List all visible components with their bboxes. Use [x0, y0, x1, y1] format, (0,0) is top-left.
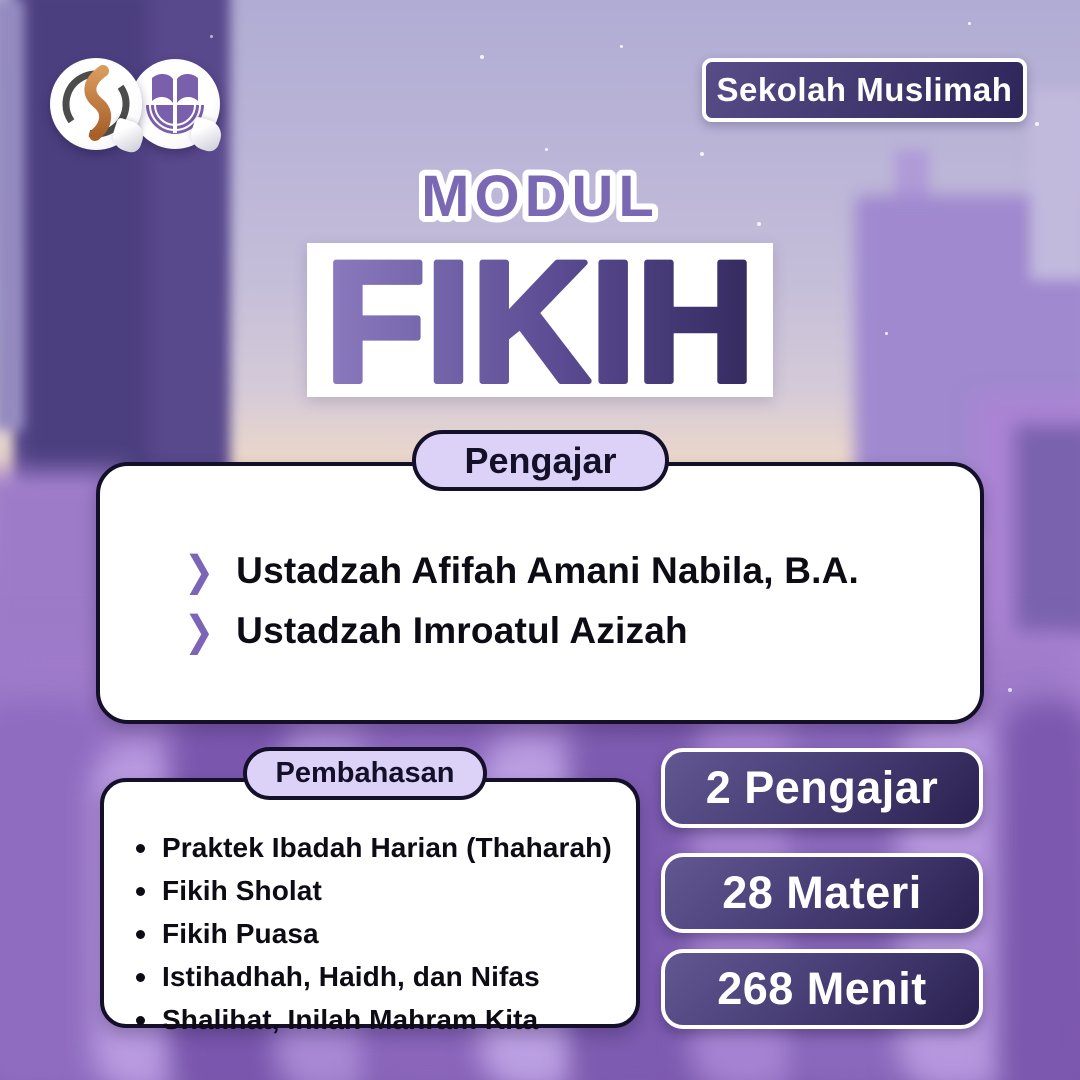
pengajar-item-label: Ustadzah Afifah Amani Nabila, B.A. — [236, 550, 860, 591]
dot-bullet-icon — [136, 973, 145, 982]
module-title-block — [307, 243, 773, 397]
pembahasan-item — [136, 918, 612, 950]
module-title-text: FIKIH — [325, 243, 755, 397]
flame-s-logo-icon — [50, 58, 142, 150]
pengajar-item — [184, 546, 940, 594]
chevron-right-icon: ❯ — [184, 546, 215, 594]
pembahasan-item-label: Shalihat, Inilah Mahram Kita — [162, 1004, 539, 1035]
dot-bullet-icon — [136, 930, 145, 939]
pembahasan-item — [136, 875, 612, 907]
stat-badge-pengajar: 2 Pengajar — [661, 748, 983, 828]
pengajar-card — [96, 462, 984, 724]
dot-bullet-icon — [136, 887, 145, 896]
pembahasan-item-label: Praktek Ibadah Harian (Thaharah) — [162, 832, 612, 863]
pengajar-item-label: Ustadzah Imroatul Azizah — [236, 610, 688, 651]
brand-logos — [50, 52, 230, 157]
star — [968, 22, 971, 25]
pembahasan-card — [100, 778, 640, 1035]
star — [1035, 122, 1039, 126]
stat-badge-materi: 28 Materi — [661, 853, 983, 933]
star — [210, 35, 213, 38]
star — [757, 222, 761, 226]
star — [545, 148, 548, 151]
chevron-right-icon: ❯ — [184, 606, 215, 654]
star — [885, 332, 888, 335]
star — [620, 45, 623, 48]
star — [1008, 688, 1012, 692]
stat-badge-menit: 268 Menit — [661, 949, 983, 1029]
bokeh-blob — [1000, 700, 1080, 1080]
module-title — [307, 243, 773, 397]
right-castle-shadow — [1015, 425, 1080, 635]
open-book-logo-icon — [130, 59, 220, 149]
pembahasan-item — [136, 1004, 612, 1036]
org-badge: Sekolah Muslimah — [702, 58, 1027, 122]
dot-bullet-icon — [136, 844, 145, 853]
pengajar-pill: Pengajar — [412, 430, 669, 491]
pembahasan-item — [136, 832, 612, 864]
pembahasan-item-label: Istihadhah, Haidh, dan Nifas — [162, 961, 540, 992]
star — [480, 55, 484, 59]
pembahasan-item-label: Fikih Sholat — [162, 875, 322, 906]
pembahasan-pill: Pembahasan — [243, 747, 487, 800]
dot-bullet-icon — [136, 1016, 145, 1025]
pengajar-item — [184, 606, 940, 654]
pembahasan-item-label: Fikih Puasa — [162, 918, 319, 949]
left-edge-highlight — [0, 0, 24, 430]
module-kicker — [340, 154, 740, 238]
module-kicker-text: MODUL — [421, 164, 659, 229]
open-book-glyph — [130, 59, 220, 149]
flame-s-glyph — [50, 58, 142, 150]
pembahasan-item — [136, 961, 612, 993]
top-right-building — [1030, 90, 1080, 280]
